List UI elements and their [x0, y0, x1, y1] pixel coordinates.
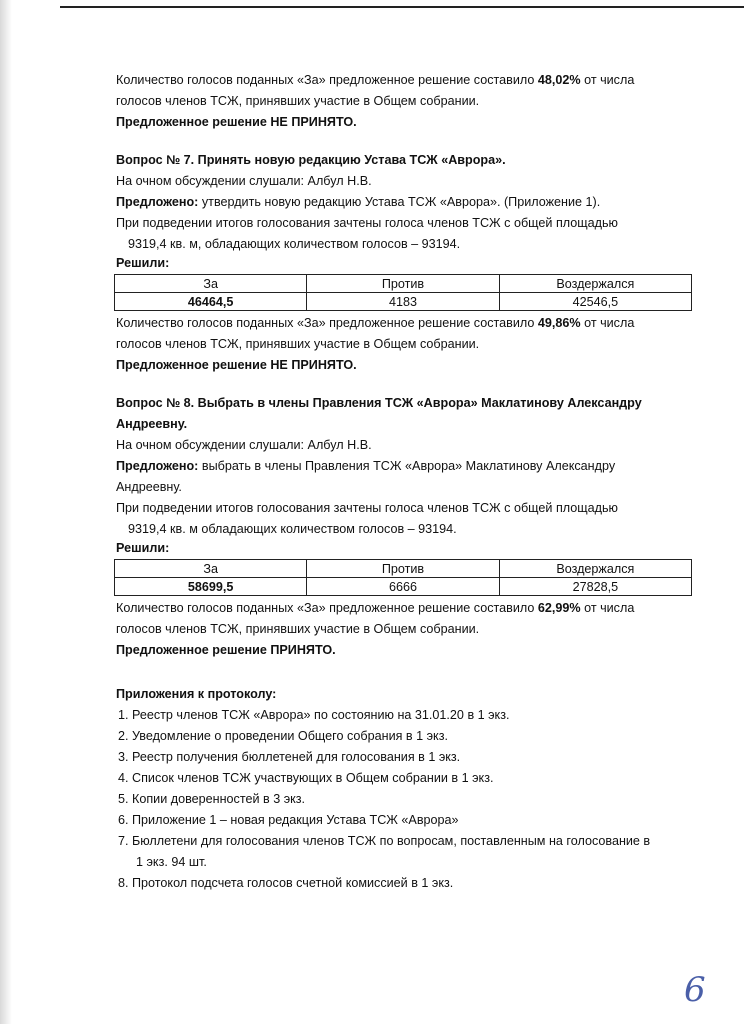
q7-summary-line1	[116, 313, 696, 334]
q8-heard: На очном обсуждении слушали: Албул Н.В.	[116, 438, 372, 452]
q8-summary-pre: Количество голосов поданных «За» предложенное решение составило	[116, 601, 538, 615]
q8-summary-line1	[116, 598, 696, 619]
attachment-item: 2. Уведомление о проведении Общего собрания в 1 экз.	[118, 729, 448, 743]
q7-vote-table	[114, 274, 692, 311]
q8-proposed-text1: выбрать в члены Правления ТСЖ «Аврора» Маклатинову Александру	[198, 459, 616, 473]
q8-value-for: 58699,5	[115, 578, 307, 596]
q8-vote-table	[114, 559, 692, 596]
q8-proposed	[116, 456, 696, 477]
q7-title: Вопрос № 7. Принять новую редакцию Устава ТСЖ «Аврора».	[116, 153, 506, 167]
q8-summary-percent: 62,99%	[537, 601, 581, 615]
q7-header-against: Против	[307, 275, 499, 293]
q8-value-against: 6666	[307, 578, 499, 596]
q7-summary-post: от числа	[580, 316, 635, 330]
attachment-item: 5. Копии доверенностей в 3 экз.	[118, 792, 306, 806]
q8-decided: Решили:	[116, 541, 170, 555]
q6-summary-post: от числа	[580, 73, 635, 87]
q7-proposed-text: утвердить новую редакцию Устава ТСЖ «Аврора». (Приложение 1).	[198, 195, 601, 209]
q7-value-against: 4183	[307, 293, 499, 311]
q7-result: Предложенное решение НЕ ПРИНЯТО.	[116, 358, 357, 372]
q8-summary-line2: голосов членов ТСЖ, принявших участие в Общем собрании.	[116, 622, 480, 636]
q8-title-line2: Андреевну.	[116, 417, 188, 431]
attachment-item: 3. Реестр получения бюллетеней для голосования в 1 экз.	[118, 750, 461, 764]
q6-summary-percent: 48,02%	[537, 73, 581, 87]
q7-proposed-label: Предложено:	[116, 195, 199, 209]
attachment-item: 4. Список членов ТСЖ участвующих в Общем собрании в 1 экз.	[118, 771, 494, 785]
document-body	[116, 70, 696, 894]
q8-result: Предложенное решение ПРИНЯТО.	[116, 643, 336, 657]
attachment-item: 1. Реестр членов ТСЖ «Аврора» по состоянию на 31.01.20 в 1 экз.	[118, 708, 510, 722]
attachment-item: 8. Протокол подсчета голосов счетной комиссией в 1 экз.	[118, 876, 454, 890]
q8-count-line2: 9319,4 кв. м обладающих количеством голосов – 93194.	[128, 522, 457, 536]
q7-value-abstain: 42546,5	[499, 293, 691, 311]
q8-proposed-line2: Андреевну.	[116, 480, 182, 494]
q6-result: Предложенное решение НЕ ПРИНЯТО.	[116, 115, 357, 129]
q8-proposed-label: Предложено:	[116, 459, 199, 473]
q7-summary-percent: 49,86%	[537, 316, 581, 330]
q7-proposed	[116, 192, 696, 213]
q7-summary-pre: Количество голосов поданных «За» предложенное решение составило	[116, 316, 538, 330]
q6-summary-line1	[116, 70, 696, 91]
q8-header-against: Против	[307, 560, 499, 578]
attachment-item: 6. Приложение 1 – новая редакция Устава ТСЖ «Аврора»	[118, 813, 459, 827]
q7-summary-line2: голосов членов ТСЖ, принявших участие в Общем собрании.	[116, 337, 480, 351]
q7-header-abstain: Воздержался	[499, 275, 691, 293]
q6-summary-line2: голосов членов ТСЖ, принявших участие в Общем собрании.	[116, 94, 480, 108]
attachments-title: Приложения к протоколу:	[116, 687, 277, 701]
q8-header-abstain: Воздержался	[499, 560, 691, 578]
q7-header-for: За	[115, 275, 307, 293]
q7-heard: На очном обсуждении слушали: Албул Н.В.	[116, 174, 372, 188]
attachment-item: 7. Бюллетени для голосования членов ТСЖ по вопросам, поставленным на голосование в	[118, 834, 651, 848]
q7-count-line1: При подведении итогов голосования зачтены голоса членов ТСЖ с общей площадью	[116, 216, 618, 230]
q7-value-for: 46464,5	[115, 293, 307, 311]
attachments-list	[116, 705, 696, 894]
q8-value-abstain: 27828,5	[499, 578, 691, 596]
attachment-item-continuation: 1 экз. 94 шт.	[136, 855, 207, 869]
handwritten-page-number: 6	[684, 970, 706, 1010]
scan-edge-shadow	[0, 0, 12, 1024]
q8-summary-post: от числа	[580, 601, 635, 615]
q7-count-line2: 9319,4 кв. м, обладающих количеством голосов – 93194.	[128, 237, 461, 251]
scan-top-border	[60, 6, 744, 8]
q8-count-line1: При подведении итогов голосования зачтены голоса членов ТСЖ с общей площадью	[116, 501, 618, 515]
q6-summary-pre: Количество голосов поданных «За» предложенное решение составило	[116, 73, 538, 87]
q7-decided: Решили:	[116, 256, 170, 270]
q8-title-line1: Вопрос № 8. Выбрать в члены Правления ТСЖ «Аврора» Маклатинову Александру	[116, 396, 642, 410]
q8-header-for: За	[115, 560, 307, 578]
